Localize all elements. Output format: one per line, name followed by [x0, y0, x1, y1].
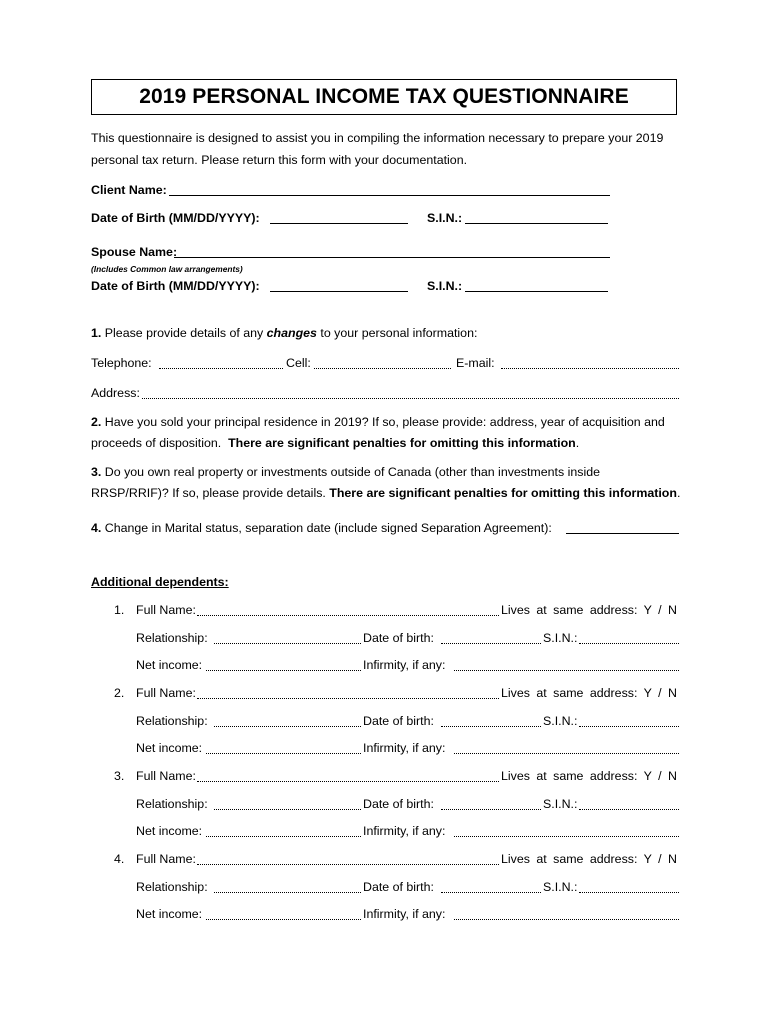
client-dob-field[interactable]: [270, 212, 408, 224]
question-4-number: 4.: [91, 521, 102, 535]
question-2: 2. Have you sold your principal residence in 2019? If so, please provide: address, year of acquisition and proceeds of disposition. There are significant penalties for omitting this information.: [91, 415, 665, 450]
dependent-net-income-label: Net income:: [136, 824, 203, 838]
client-name-label: Client Name:: [91, 183, 167, 197]
dependent-infirmity-label: Infirmity, if any:: [363, 741, 446, 755]
dependent-full-name-field[interactable]: [197, 770, 499, 782]
dependent-infirmity-field[interactable]: [454, 908, 679, 920]
dependent-full-name-label: Full Name:: [136, 852, 196, 866]
dependent-full-name-field[interactable]: [197, 853, 499, 865]
cell-field[interactable]: [314, 357, 451, 369]
dependent-full-name-label: Full Name:: [136, 603, 196, 617]
dependent-sin-field[interactable]: [579, 798, 679, 810]
spouse-sin-field[interactable]: [465, 280, 608, 292]
client-name-field[interactable]: [169, 184, 610, 196]
dependent-lives-same-address[interactable]: Lives at same address: Y / N: [501, 852, 677, 866]
dependent-lives-same-address[interactable]: Lives at same address: Y / N: [501, 603, 677, 617]
dependent-sin-label: S.I.N.:: [543, 714, 578, 728]
question-2-text: Have you sold your principal residence in 2019? If so, please provide: address, year of acquisition and proceeds of disposition: [91, 415, 665, 450]
dependent-sin-field[interactable]: [579, 715, 679, 727]
dependent-relationship-field[interactable]: [214, 632, 361, 644]
question-3-warning: There are significant penalties for omitting this information: [329, 486, 677, 500]
cell-label: Cell:: [286, 356, 311, 370]
spouse-note: (Includes Common law arrangements): [91, 264, 243, 274]
question-3-text: Do you own real property or investments outside of Canada (other than investments inside RRSP/RRIF)? If so, please provide details.: [91, 465, 600, 500]
dependent-infirmity-label: Infirmity, if any:: [363, 658, 446, 672]
dependent-full-name-label: Full Name:: [136, 769, 196, 783]
address-field[interactable]: [142, 387, 679, 399]
dependent-relationship-label: Relationship:: [136, 880, 208, 894]
dependent-sin-field[interactable]: [579, 632, 679, 644]
email-label: E-mail:: [456, 356, 495, 370]
dependent-number: 3.: [114, 769, 125, 783]
dependent-full-name-field[interactable]: [197, 687, 499, 699]
telephone-label: Telephone:: [91, 356, 152, 370]
dependent-infirmity-field[interactable]: [454, 825, 679, 837]
dependent-dob-label: Date of birth:: [363, 714, 434, 728]
dependent-relationship-label: Relationship:: [136, 714, 208, 728]
dependent-relationship-field[interactable]: [214, 881, 361, 893]
marital-status-field[interactable]: [566, 522, 679, 534]
dependent-infirmity-label: Infirmity, if any:: [363, 824, 446, 838]
dependent-net-income-field[interactable]: [206, 742, 361, 754]
question-1-emphasis: changes: [266, 326, 317, 340]
dependent-net-income-label: Net income:: [136, 741, 203, 755]
dependent-dob-field[interactable]: [441, 715, 541, 727]
client-dob-label: Date of Birth (MM/DD/YYYY):: [91, 211, 260, 225]
question-3-number: 3.: [91, 465, 102, 479]
dependent-infirmity-label: Infirmity, if any:: [363, 907, 446, 921]
dependent-net-income-label: Net income:: [136, 658, 203, 672]
spouse-name-label: Spouse Name:: [91, 245, 178, 259]
intro-line-2: personal tax return. Please return this form with your documentation.: [91, 153, 468, 167]
form-title-box: [91, 79, 677, 115]
dependent-infirmity-field[interactable]: [454, 659, 679, 671]
client-sin-field[interactable]: [465, 212, 608, 224]
dependent-dob-label: Date of birth:: [363, 880, 434, 894]
dependent-number: 2.: [114, 686, 125, 700]
client-sin-label: S.I.N.:: [427, 211, 463, 225]
dependent-dob-label: Date of birth:: [363, 797, 434, 811]
question-2-warning: There are significant penalties for omitting this information: [228, 436, 576, 450]
address-label: Address:: [91, 386, 140, 400]
dependent-infirmity-field[interactable]: [454, 742, 679, 754]
question-1-number: 1.: [91, 326, 102, 340]
spouse-sin-label: S.I.N.:: [427, 279, 463, 293]
dependent-dob-field[interactable]: [441, 881, 541, 893]
dependents-heading: Additional dependents:: [91, 575, 229, 589]
question-2-number: 2.: [91, 415, 102, 429]
dependent-lives-same-address[interactable]: Lives at same address: Y / N: [501, 769, 677, 783]
email-field[interactable]: [501, 357, 679, 369]
spouse-dob-label: Date of Birth (MM/DD/YYYY):: [91, 279, 260, 293]
dependent-relationship-field[interactable]: [214, 798, 361, 810]
dependent-net-income-field[interactable]: [206, 908, 361, 920]
dependent-lives-same-address[interactable]: Lives at same address: Y / N: [501, 686, 677, 700]
dependent-relationship-field[interactable]: [214, 715, 361, 727]
question-1: [91, 326, 477, 340]
dependent-dob-field[interactable]: [441, 798, 541, 810]
question-4: [91, 521, 552, 535]
dependent-dob-field[interactable]: [441, 632, 541, 644]
dependent-net-income-label: Net income:: [136, 907, 203, 921]
telephone-field[interactable]: [159, 357, 283, 369]
dependent-sin-label: S.I.N.:: [543, 631, 578, 645]
dependent-number: 4.: [114, 852, 125, 866]
spouse-name-field[interactable]: [174, 246, 610, 258]
question-4-text: Change in Marital status, separation date (include signed Separation Agreement):: [101, 521, 552, 535]
question-1-text-before: Please provide details of any: [101, 326, 267, 340]
question-1-text-after: to your personal information:: [316, 326, 478, 340]
form-title: 2019 PERSONAL INCOME TAX QUESTIONNAIRE: [139, 85, 629, 108]
intro-line-1: This questionnaire is designed to assist you in compiling the information necessary to prepare your 2019: [91, 131, 664, 145]
dependent-relationship-label: Relationship:: [136, 797, 208, 811]
dependent-dob-label: Date of birth:: [363, 631, 434, 645]
dependent-number: 1.: [114, 603, 125, 617]
question-3: 3. Do you own real property or investments outside of Canada (other than investments inside RRSP/RRIF)? If so, please provide details. There are significant penalties for omitting this information.: [91, 465, 681, 500]
dependent-sin-label: S.I.N.:: [543, 880, 578, 894]
dependent-sin-field[interactable]: [579, 881, 679, 893]
dependent-full-name-label: Full Name:: [136, 686, 196, 700]
dependent-net-income-field[interactable]: [206, 825, 361, 837]
spouse-dob-field[interactable]: [270, 280, 408, 292]
dependent-net-income-field[interactable]: [206, 659, 361, 671]
dependent-relationship-label: Relationship:: [136, 631, 208, 645]
dependent-full-name-field[interactable]: [197, 604, 499, 616]
dependent-sin-label: S.I.N.:: [543, 797, 578, 811]
